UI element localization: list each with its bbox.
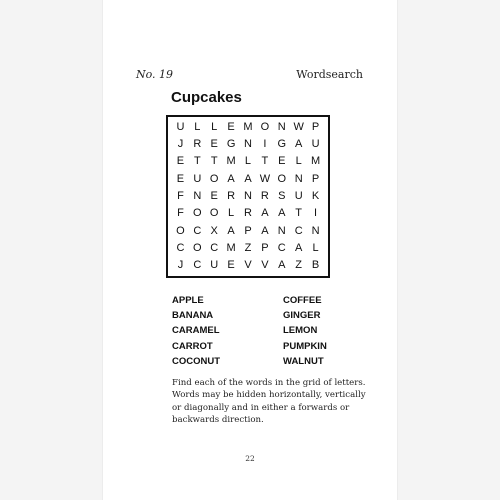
grid-cell: O (176, 224, 185, 237)
grid-cell: T (193, 155, 201, 168)
word-list-item: APPLE (172, 295, 204, 306)
grid-cell: O (260, 120, 270, 133)
word-list-left (172, 293, 220, 369)
grid-cell: S (278, 189, 286, 202)
grid-cell: R (227, 189, 236, 202)
grid-cell: Z (295, 259, 303, 272)
grid-cell: N (277, 120, 286, 133)
grid-cell: C (193, 224, 202, 237)
grid-cell: A (278, 207, 286, 220)
grid-cell: A (261, 224, 269, 237)
grid-cell: U (210, 259, 219, 272)
grid-cell: R (260, 189, 269, 202)
word-list-right (283, 293, 327, 369)
instructions: Find each of the words in the grid of letters. Words may be hidden horizontally, vertically or diagonally and in either a forwards or backwards direction. (172, 378, 366, 426)
word-list-item: WALNUT (283, 355, 324, 367)
grid-cell: N (193, 189, 202, 202)
grid-cell: A (294, 241, 303, 254)
grid-cell: F (177, 207, 184, 220)
puzzle-category: Wordsearch (296, 68, 363, 81)
grid-cell: I (263, 137, 267, 150)
page-number: 22 (245, 454, 255, 463)
grid-cell: G (277, 137, 287, 150)
grid-cell: A (294, 137, 303, 150)
grid-cell: U (294, 189, 303, 202)
grid-cell: L (228, 207, 235, 220)
grid-cell: P (261, 241, 269, 254)
letter-grid (166, 115, 330, 278)
grid-cell: O (193, 241, 202, 254)
grid-cell: O (277, 172, 287, 185)
grid-cell: N (244, 137, 252, 150)
puzzle-number: No. 19 (136, 68, 174, 81)
grid-cell: E (210, 137, 218, 150)
word-list-item: COCONUT (172, 355, 221, 367)
grid-cell: N (311, 224, 320, 237)
grid-cell: I (314, 207, 318, 220)
grid-cell: J (177, 259, 184, 272)
grid-cell: N (277, 224, 286, 237)
grid-cell: B (311, 259, 320, 272)
grid-cell: E (278, 155, 286, 168)
grid-cell: L (295, 155, 302, 168)
grid-cell: C (294, 224, 303, 237)
grid-cell: E (176, 172, 185, 185)
grid-cell: A (227, 224, 235, 237)
grid-cell: T (210, 155, 218, 168)
grid-cell: C (193, 259, 202, 272)
grid-cell: O (209, 172, 219, 185)
word-list-item: GINGER (283, 310, 321, 322)
grid-cell: C (176, 241, 185, 254)
grid-cell: L (211, 120, 218, 133)
word-list-item: BANANA (172, 310, 214, 322)
grid-cell: G (226, 137, 236, 150)
grid-cell: R (244, 207, 252, 220)
grid-cell: M (243, 120, 253, 133)
grid-cell: U (193, 172, 202, 185)
grid-cell: N (294, 172, 303, 185)
grid-cell: L (194, 120, 201, 133)
grid-cell: A (278, 259, 286, 272)
grid-cell: K (311, 189, 320, 202)
grid-cell: W (259, 172, 271, 185)
grid-cell: R (193, 137, 202, 150)
grid-cell: E (210, 189, 218, 202)
grid-cell: M (310, 155, 321, 168)
grid-cell: A (227, 172, 235, 185)
word-list-item: COFFEE (283, 295, 322, 306)
grid-cell: U (176, 120, 185, 133)
grid-cell: N (244, 189, 252, 202)
grid-cell: M (226, 241, 236, 254)
grid-cell: W (293, 120, 304, 133)
grid-cell: T (261, 155, 269, 168)
grid-cell: V (244, 259, 252, 272)
grid-cell: V (261, 259, 269, 272)
grid-cell: P (311, 120, 320, 133)
grid-cell: Z (244, 241, 252, 254)
puzzle-title: Cupcakes (171, 89, 242, 106)
grid-cell: U (311, 137, 320, 150)
grid-cell: A (261, 207, 269, 220)
grid-cell: E (227, 259, 235, 272)
grid-cell: C (210, 241, 219, 254)
word-list-item: LEMON (283, 325, 318, 337)
grid-cell: P (311, 172, 320, 185)
grid-cell: J (177, 137, 184, 150)
grid-cell: A (244, 172, 252, 185)
grid-cell: M (226, 155, 236, 168)
grid-cell: E (176, 155, 185, 168)
grid-cell: L (244, 155, 252, 168)
grid-cell: P (244, 224, 252, 237)
grid-cell: X (210, 224, 218, 237)
grid-cell: O (193, 207, 202, 220)
grid-cell: O (209, 207, 219, 220)
grid-cell: L (312, 241, 319, 254)
word-list-item: PUMPKIN (283, 340, 327, 352)
grid-cell: F (177, 189, 184, 202)
grid-cell: T (295, 207, 303, 220)
grid-cell: C (277, 241, 286, 254)
word-list-item: CARAMEL (172, 325, 220, 337)
grid-cell: E (227, 120, 235, 133)
word-list-item: CARROT (172, 340, 213, 352)
